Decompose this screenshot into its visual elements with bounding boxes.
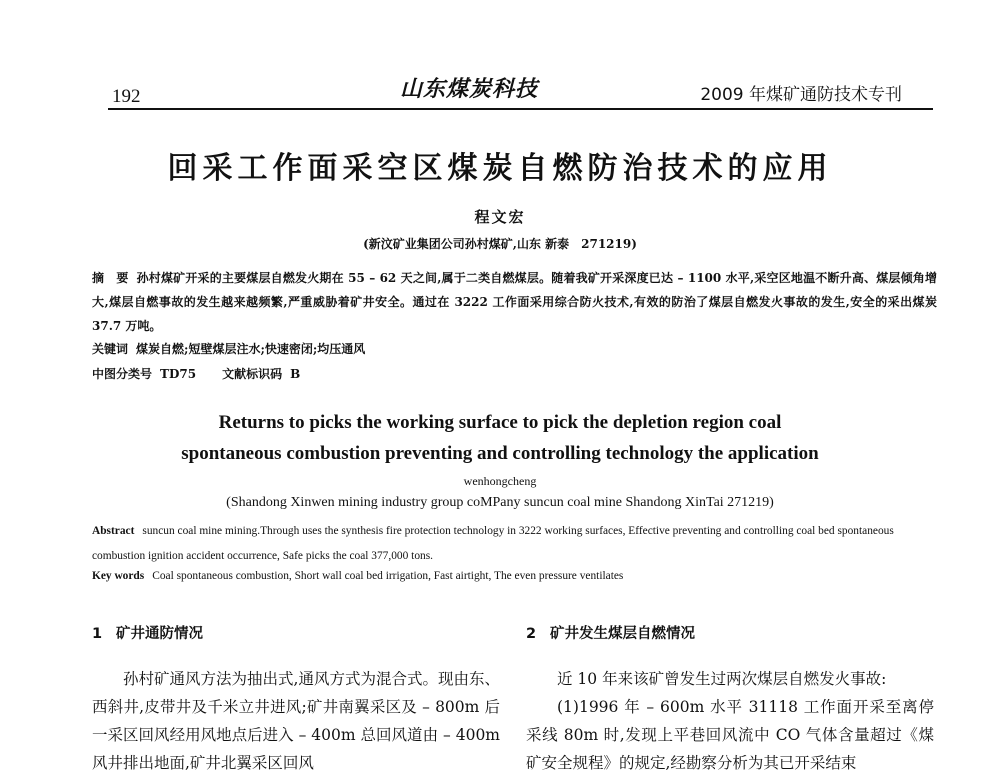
header-rule (108, 108, 933, 110)
keywords-cn-text: 煤炭自燃;短壁煤层注水;快速密闭;均压通风 (136, 342, 366, 356)
paper-title-en (0, 407, 1000, 469)
section-2-paragraph-2: (1)1996 年 – 600m 水平 31118 工作面开采至离停采线 80m 时,发现上平巷回风流中 CO 气体含量超过《煤矿安全规程》的规定,经勘察分析为其已开采结束 (526, 698, 934, 772)
abstract-cn-label: 摘 要 (92, 271, 129, 285)
document-code-label: 文献标识码 (222, 367, 283, 381)
paper-title-en-line1: Returns to picks the working surface to pick the depletion region coal (218, 412, 782, 433)
page-number: 192 (112, 86, 141, 107)
keywords-en (92, 570, 937, 582)
abstract-en-text: suncun coal mine mining.Through uses the synthesis fire protection technology in 3222 working surfaces, Effective preventing and controlling coal bed spontaneous combustion ignition accident occurrence, Safe picks the coal 377,000 tons. (92, 525, 894, 562)
right-column (526, 622, 934, 777)
affiliation-en: (Shandong Xinwen mining industry group coMPany suncun coal mine Shandong XinTai 271219) (226, 495, 774, 510)
keywords-en-label: Key words (92, 570, 145, 582)
journal-name: 山东煤炭科技 (400, 76, 539, 102)
abstract-cn-text: 孙村煤矿开采的主要煤层自燃发火期在 55 – 62 天之间,属于二类自燃煤层。随着我矿开采深度已达 – 1100 水平,采空区地温不断升高、煤层倾角增大,煤层自燃事故的发生越来越频繁,严重威胁着矿井安全。通过在 3222 工作面采用综合防火技术,有效的防治了煤层自燃发火事故的发生,安全的采出煤炭 37.7 万吨。 (92, 271, 937, 333)
keywords-cn (92, 340, 365, 357)
abstract-en (92, 519, 937, 569)
affiliation-cn: (新汶矿业集团公司孙村煤矿,山东 新泰 271219) (363, 237, 637, 251)
document-code-value: B (290, 367, 301, 381)
classification-label: 中图分类号 (92, 367, 153, 381)
section-1-paragraph: 孙村矿通风方法为抽出式,通风方式为混合式。现由东、西斜井,皮带井及千米立井进风;矿井南翼采区及 – 800m 后一采区回风经用风地点后进入 – 400m 总回风道由 – 400m 风井排出地面,矿井北翼采区回风 (92, 670, 500, 772)
author-cn: 程文宏 (474, 208, 526, 226)
abstract-cn (92, 266, 937, 338)
classification-line (92, 365, 300, 382)
section-2-title: 矿井发生煤层自燃情况 (550, 626, 695, 642)
paper-title-en-line2: spontaneous combustion preventing and controlling technology the application (181, 443, 819, 464)
keywords-cn-label: 关键词 (92, 342, 129, 356)
section-1-heading (92, 622, 500, 643)
section-2-paragraph-1: 近 10 年来该矿曾发生过两次煤层自燃发火事故: (557, 670, 887, 688)
abstract-en-label: Abstract (92, 525, 135, 537)
classification-value: TD75 (160, 367, 197, 381)
paper-title-cn: 回采工作面采空区煤炭自燃防治技术的应用 (167, 151, 833, 186)
section-1-number: 1 (92, 626, 103, 642)
section-2-number: 2 (526, 626, 537, 642)
section-2-heading (526, 622, 934, 643)
left-column (92, 622, 500, 777)
author-en: wenhongcheng (463, 474, 537, 488)
section-1-title: 矿井通防情况 (116, 626, 203, 642)
keywords-en-text: Coal spontaneous combustion, Short wall coal bed irrigation, Fast airtight, The even pressure ventilates (152, 570, 624, 582)
issue-label: 2009 年煤矿通防技术专刊 (700, 85, 902, 105)
